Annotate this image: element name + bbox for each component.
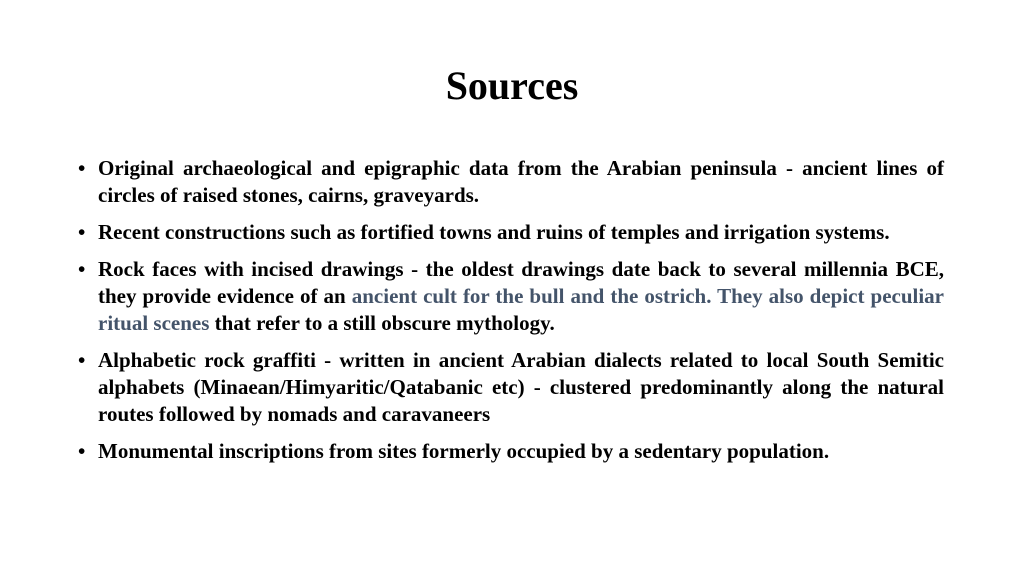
- bullet-item: [78, 256, 944, 337]
- bullet-text: Recent constructions such as fortified towns and ruins of temples and irrigation systems.: [98, 220, 890, 244]
- bullet-marker: •: [78, 156, 86, 180]
- slide-title: Sources: [445, 63, 579, 108]
- bullet-text: Original archaeological and epigraphic data from the Arabian peninsula - ancient lines of circles of raised stones, cairns, graveyards.: [98, 156, 944, 207]
- bullet-marker: •: [78, 220, 86, 244]
- bullet-text: Monumental inscriptions from sites formerly occupied by a sedentary population.: [98, 439, 830, 463]
- bullet-marker: •: [78, 257, 86, 281]
- bullet-marker: •: [78, 348, 86, 372]
- bullet-item: [78, 219, 944, 246]
- bullet-item: [78, 155, 944, 209]
- bullet-list: [78, 155, 944, 475]
- bullet-marker: •: [78, 439, 86, 463]
- bullet-text-after: that refer to a still obscure mythology.: [209, 311, 555, 335]
- bullet-text: Alphabetic rock graffiti - written in ancient Arabian dialects related to local South Semitic alphabets (Minaean/Himyaritic/Qatabanic etc) - clustered predominantly along the natural routes followed by nomads and caravaneers: [98, 348, 944, 426]
- bullet-text-highlight: ancient cult for the bull and the ostrich. They also depict peculiar ritual scenes: [98, 284, 944, 335]
- bullet-text-before: Rock faces with incised drawings - the oldest drawings date back to several millennia BCE, they provide evidence of an: [98, 257, 944, 308]
- bullet-item: [78, 438, 944, 465]
- bullet-item: [78, 347, 944, 428]
